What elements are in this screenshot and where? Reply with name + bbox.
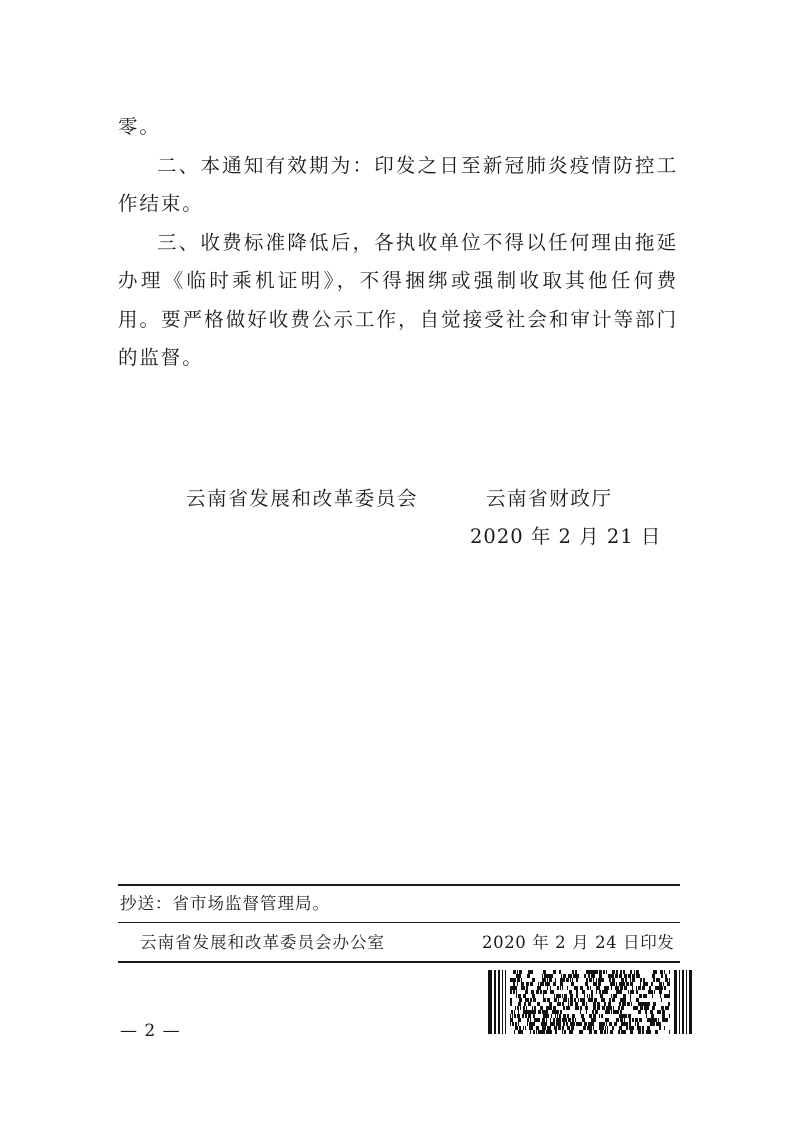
2d-barcode-icon	[488, 970, 692, 1034]
paragraph-item-3: 三、收费标准降低后，各执收单位不得以任何理由拖延办理《临时乘机证明》，不得捆绑或强制收取其他任何费用。要严格做好收费公示工作，自觉接受社会和审计等部门的监督。	[118, 230, 678, 369]
paragraph-continuation: 零。	[118, 115, 161, 138]
issue-date: 2020 年 2 月 24 日印发	[482, 933, 675, 952]
signature-org-development-reform: 云南省发展和改革委员会	[186, 487, 419, 510]
signature-org-finance: 云南省财政厅	[486, 487, 613, 510]
footer-rule-top	[118, 884, 680, 886]
body-text	[118, 108, 678, 378]
footer-rule-bottom	[118, 961, 680, 963]
signature-date: 2020 年 2 月 21 日	[470, 525, 662, 548]
issuer-office: 云南省发展和改革委员会办公室	[140, 933, 385, 952]
footer-rule-middle	[118, 922, 680, 923]
cc-line: 抄送：省市场监督管理局。	[120, 894, 330, 913]
page-number: — 2 —	[120, 1021, 181, 1041]
paragraph-item-2: 二、本通知有效期为：印发之日至新冠肺炎疫情防控工作结束。	[118, 153, 678, 215]
